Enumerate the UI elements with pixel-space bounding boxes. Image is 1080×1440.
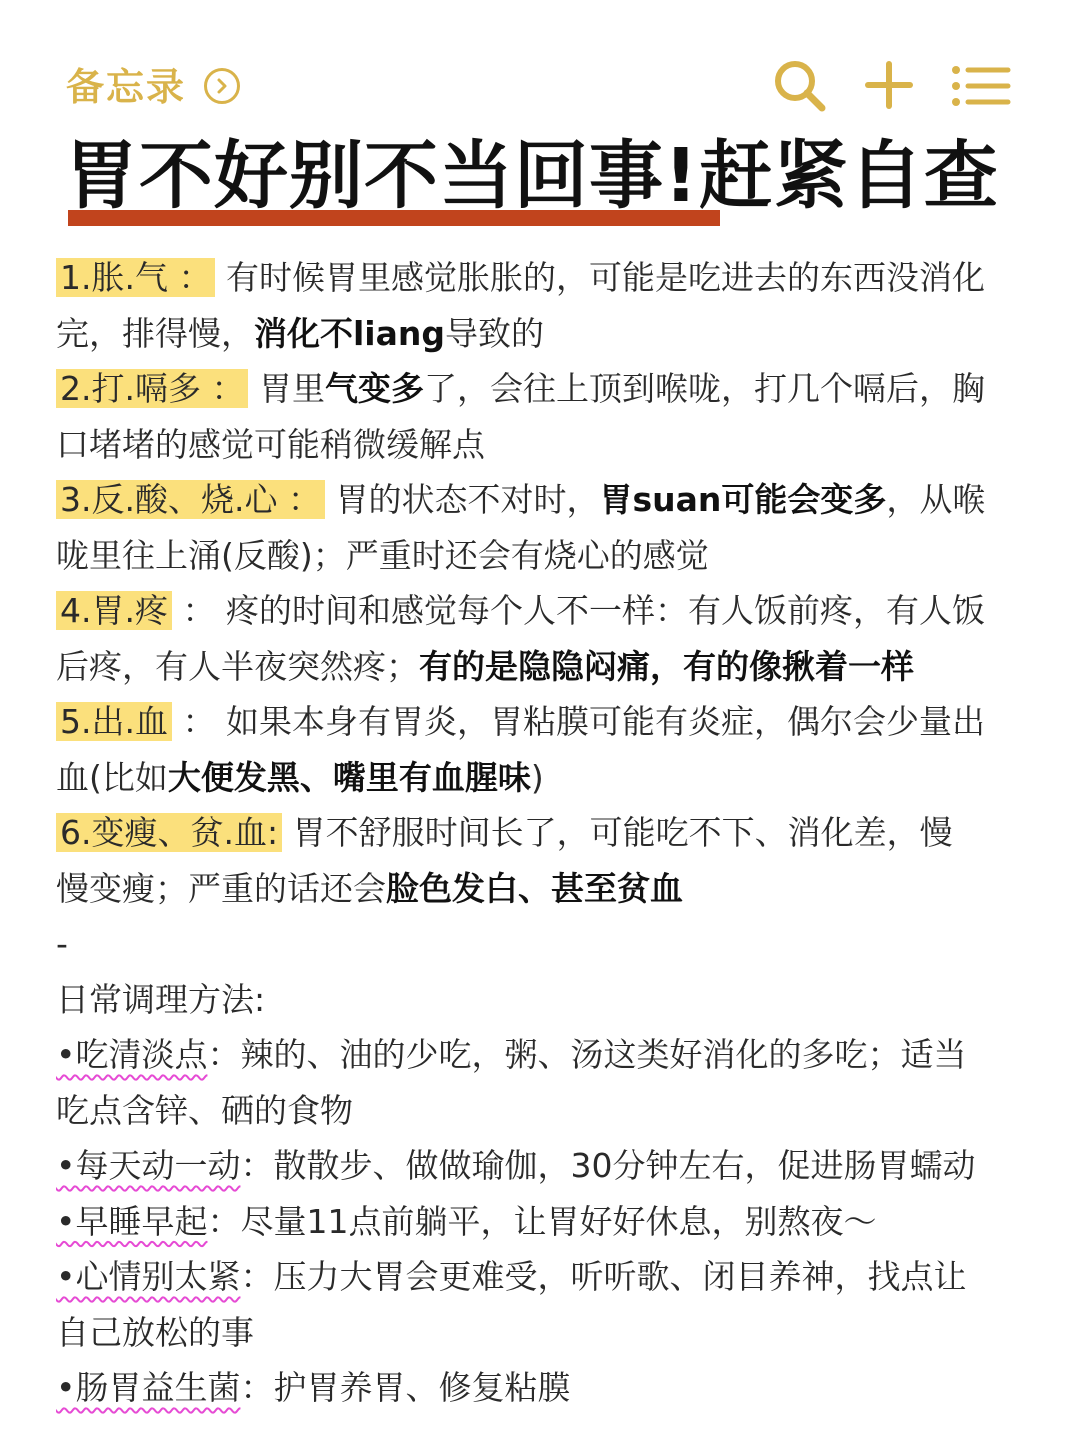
symptom-text: 胃不舒服时间长了，可能吃不下、消化差，慢	[282, 813, 953, 852]
tip-text: ：护胃养胃、修复粘膜	[240, 1368, 571, 1407]
tips-heading: 日常调理方法:	[56, 979, 266, 1019]
tip-4-line-1	[56, 1249, 1026, 1305]
symptom-bold-text: 胃suan可能会变多	[599, 480, 887, 519]
symptom-4-line-1	[56, 583, 1026, 639]
tip-label: •吃清淡点	[56, 1035, 208, 1074]
symptom-5-line-1	[56, 694, 1026, 750]
divider-dash: -	[56, 924, 68, 963]
list-icon[interactable]	[950, 64, 1012, 112]
note-title: 胃不好别不当回事!赶紧自查	[64, 133, 999, 219]
symptom-3-line-1	[56, 472, 1026, 528]
symptom-text: 完，排得慢，	[56, 313, 254, 353]
tip-1-line-1	[56, 1027, 1026, 1083]
symptom-bold-text: 气变多	[324, 369, 424, 408]
symptom-text: 了，会往上顶到喉咙，打几个嗝后，胸	[423, 369, 985, 408]
symptom-3-line-2	[56, 528, 1026, 584]
symptom-text: 导致的	[445, 313, 545, 353]
note-body	[56, 250, 1026, 1416]
tip-2-line-1	[56, 1138, 1026, 1194]
symptom-text: 口堵堵的感觉可能稍微缓解点	[56, 424, 485, 464]
symptom-label: 3.反.酸、烧.心 ：	[56, 480, 325, 519]
tip-label: •心情别太紧	[56, 1257, 241, 1296]
tip-text: ：压力大胃会更难受，听听歌、闭目养神，找点让	[240, 1257, 967, 1296]
tip-text: ：辣的、油的少吃，粥、汤这类好消化的多吃；适当	[207, 1035, 967, 1074]
symptom-text: ，从喉	[886, 480, 986, 519]
tip-text: ：散散步、做做瑜伽，30分钟左右，促进肠胃蠕动	[240, 1146, 976, 1185]
symptom-text: 咙里往上涌(反酸)；严重时还会有烧心的感觉	[56, 535, 709, 575]
symptom-text: 慢变瘦；严重的话还会	[56, 868, 386, 908]
symptom-2-line-2	[56, 417, 1026, 473]
note-title-block	[64, 128, 1054, 228]
tip-label: •肠胃益生菌	[56, 1368, 241, 1407]
symptom-6-line-1	[56, 805, 1026, 861]
symptom-text: 后疼，有人半夜突然疼；	[56, 646, 419, 686]
symptom-text: 胃里	[248, 369, 325, 408]
chevron-right-circle-icon[interactable]	[204, 68, 240, 104]
symptom-5-line-2	[56, 750, 1026, 806]
tip-1-line-2: 吃点含锌、硒的食物	[56, 1090, 353, 1130]
tip-4-line-2: 自己放松的事	[56, 1312, 254, 1352]
back-to-notes-button[interactable]: 备忘录	[66, 65, 187, 109]
tip-label: •早睡早起	[56, 1201, 208, 1241]
symptom-bold-text: 大便发黑、嘴里有血腥味	[167, 757, 531, 797]
symptom-2-line-1	[56, 361, 1026, 417]
symptom-text: )	[530, 757, 544, 797]
symptom-label: 2.打.嗝多 ：	[56, 369, 248, 408]
symptom-text: ： 疼的时间和感觉每个人不一样：有人饭前疼，有人饭	[171, 591, 985, 630]
symptom-1-line-1	[56, 250, 1026, 306]
symptom-text: 有时候胃里感觉胀胀的，可能是吃进去的东西没消化	[215, 258, 985, 297]
search-icon[interactable]	[772, 58, 830, 120]
symptom-label: 4.胃.疼	[56, 591, 172, 630]
top-bar	[0, 0, 1080, 140]
tip-label: •每天动一动	[56, 1146, 241, 1185]
symptom-text: 胃的状态不对时，	[324, 480, 600, 519]
tip-5-line-1	[56, 1360, 1026, 1416]
symptom-label: 1.胀.气 ：	[56, 258, 215, 297]
symptom-bold-text: 有的是隐隐闷痛，有的像揪着一样	[419, 646, 914, 686]
symptom-label: 6.变瘦、贫.血:	[56, 813, 282, 852]
symptom-6-line-2	[56, 861, 1026, 917]
symptom-bold-text: 脸色发白、甚至贫血	[386, 868, 683, 908]
tip-3-line-1	[56, 1194, 1026, 1250]
plus-icon[interactable]	[864, 60, 914, 114]
tip-text: ：尽量11点前躺平，让胃好好休息，别熬夜～	[207, 1201, 877, 1241]
symptom-1-line-2	[56, 306, 1026, 362]
symptom-text: 血(比如	[56, 757, 168, 797]
symptom-bold-text: 消化不liang	[254, 313, 446, 353]
symptom-text: ： 如果本身有胃炎，胃粘膜可能有炎症，偶尔会少量出	[171, 702, 985, 741]
symptom-label: 5.出.血	[56, 702, 172, 741]
symptom-4-line-2	[56, 639, 1026, 695]
